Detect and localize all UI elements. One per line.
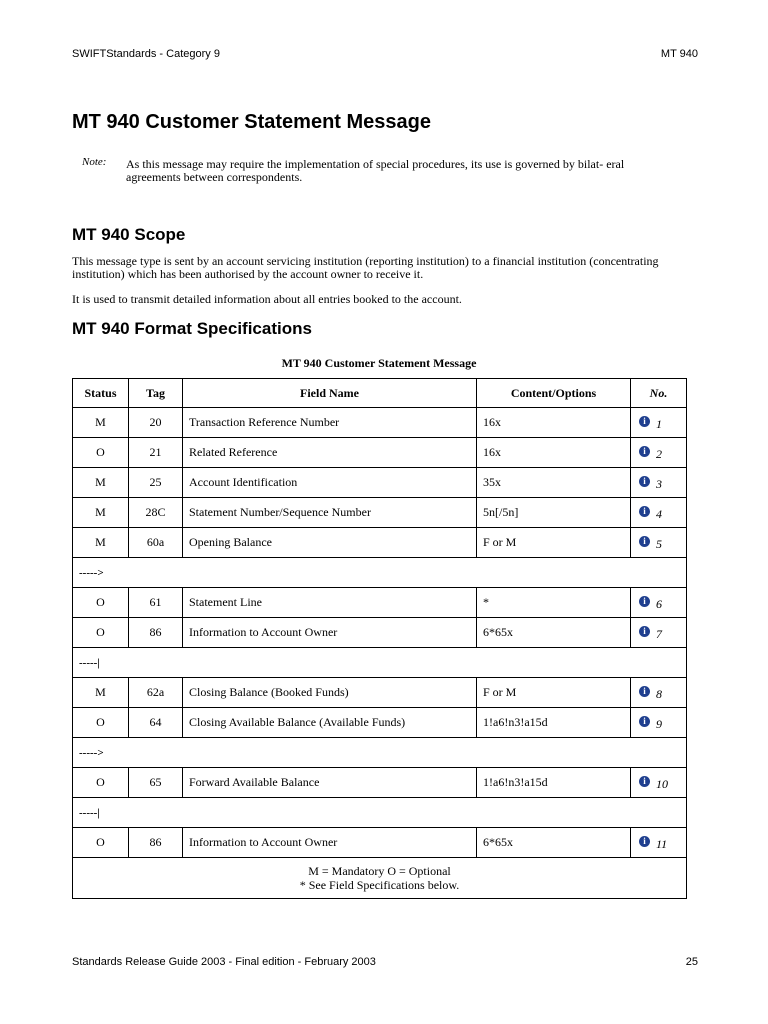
running-footer-left: Standards Release Guide 2003 - Final edition - February 2003 <box>72 956 376 968</box>
info-icon[interactable]: i <box>639 536 650 547</box>
repetition-marker-row <box>73 798 687 828</box>
column-header-no-label: No. <box>649 385 668 400</box>
info-icon[interactable]: i <box>639 476 650 487</box>
content-options-cell: * <box>477 588 631 618</box>
column-header-field-name: Field Name <box>183 379 477 408</box>
field-name-cell: Statement Line <box>183 588 477 618</box>
field-number: 7 <box>656 626 662 641</box>
running-header-left: SWIFTStandards - Category 9 <box>72 48 220 60</box>
status-cell: O <box>73 708 129 738</box>
info-icon[interactable]: i <box>639 716 650 727</box>
no-cell <box>631 828 687 858</box>
field-name-cell: Related Reference <box>183 438 477 468</box>
field-name-cell: Closing Available Balance (Available Funds) <box>183 708 477 738</box>
scope-paragraph-1: This message type is sent by an account servicing institution (reporting institution) to a financial institution (concentrating institution) which has been authorised by the account owner to receive it. <box>72 254 659 281</box>
field-number: 2 <box>656 446 662 461</box>
no-cell <box>631 408 687 438</box>
status-cell: M <box>73 498 129 528</box>
field-name-cell: Information to Account Owner <box>183 618 477 648</box>
info-icon[interactable]: i <box>639 626 650 637</box>
format-heading: MT 940 Format Specifications <box>72 319 312 338</box>
table-row <box>73 438 687 468</box>
tag-cell: 86 <box>129 828 183 858</box>
field-number: 10 <box>656 776 668 791</box>
no-cell <box>631 678 687 708</box>
info-icon[interactable]: i <box>639 776 650 787</box>
legend-status-key: M = Mandatory O = Optional <box>308 864 451 878</box>
status-cell: M <box>73 408 129 438</box>
tag-cell: 61 <box>129 588 183 618</box>
field-name-cell: Closing Balance (Booked Funds) <box>183 678 477 708</box>
content-options-cell: F or M <box>477 528 631 558</box>
tag-cell: 62a <box>129 678 183 708</box>
content-options-cell: F or M <box>477 678 631 708</box>
content-options-cell: 35x <box>477 468 631 498</box>
no-cell <box>631 438 687 468</box>
content-options-cell: 6*65x <box>477 618 631 648</box>
tag-cell: 21 <box>129 438 183 468</box>
tag-cell: 20 <box>129 408 183 438</box>
scope-heading: MT 940 Scope <box>72 225 186 244</box>
table-header-row <box>73 379 687 408</box>
column-header-no <box>631 379 687 408</box>
content-options-cell: 16x <box>477 408 631 438</box>
field-name-cell: Information to Account Owner <box>183 828 477 858</box>
status-cell: O <box>73 438 129 468</box>
table-row <box>73 468 687 498</box>
no-cell <box>631 768 687 798</box>
table-row <box>73 828 687 858</box>
table-row <box>73 528 687 558</box>
repetition-marker: -----| <box>73 798 687 828</box>
status-cell: M <box>73 468 129 498</box>
repetition-marker: -----| <box>73 648 687 678</box>
note-text: As this message may require the implementation of special procedures, its use is governed by bilat- eral agreements between correspondents. <box>126 157 625 184</box>
table-row <box>73 408 687 438</box>
content-options-cell: 1!a6!n3!a15d <box>477 768 631 798</box>
tag-cell: 28C <box>129 498 183 528</box>
tag-cell: 86 <box>129 618 183 648</box>
note-label: Note: <box>82 156 107 168</box>
no-cell <box>631 618 687 648</box>
column-header-tag: Tag <box>129 379 183 408</box>
status-cell: O <box>73 828 129 858</box>
field-number: 4 <box>656 506 662 521</box>
table-row <box>73 618 687 648</box>
no-cell <box>631 528 687 558</box>
field-number: 9 <box>656 716 662 731</box>
table-body <box>73 408 687 858</box>
field-name-cell: Transaction Reference Number <box>183 408 477 438</box>
table-row <box>73 588 687 618</box>
field-name-cell: Account Identification <box>183 468 477 498</box>
repetition-marker: -----> <box>73 558 687 588</box>
content-options-cell: 5n[/5n] <box>477 498 631 528</box>
tag-cell: 25 <box>129 468 183 498</box>
field-name-cell: Forward Available Balance <box>183 768 477 798</box>
format-spec-table <box>72 378 687 899</box>
repetition-marker-row <box>73 558 687 588</box>
no-cell <box>631 468 687 498</box>
field-number: 11 <box>656 836 668 851</box>
field-number: 1 <box>656 416 662 431</box>
legend-field-note: * See Field Specifications below. <box>299 878 460 892</box>
no-cell <box>631 498 687 528</box>
tag-cell: 65 <box>129 768 183 798</box>
field-number: 6 <box>656 596 662 611</box>
content-options-cell: 1!a6!n3!a15d <box>477 708 631 738</box>
table-legend <box>73 858 687 899</box>
status-cell: O <box>73 768 129 798</box>
running-header-right: MT 940 <box>660 48 698 60</box>
info-icon[interactable]: i <box>639 596 650 607</box>
page-number: 25 <box>685 956 698 968</box>
status-cell: O <box>73 618 129 648</box>
content-options-cell: 6*65x <box>477 828 631 858</box>
column-header-status: Status <box>73 379 129 408</box>
info-icon[interactable]: i <box>639 446 650 457</box>
status-cell: O <box>73 588 129 618</box>
content-options-cell: 16x <box>477 438 631 468</box>
info-icon[interactable]: i <box>639 506 650 517</box>
info-icon[interactable]: i <box>639 416 650 427</box>
status-cell: M <box>73 678 129 708</box>
table-row <box>73 498 687 528</box>
field-number: 3 <box>656 476 662 491</box>
field-name-cell: Opening Balance <box>183 528 477 558</box>
no-cell <box>631 588 687 618</box>
field-number: 5 <box>656 536 662 551</box>
no-cell <box>631 708 687 738</box>
repetition-marker: -----> <box>73 738 687 768</box>
field-number: 8 <box>656 686 662 701</box>
repetition-marker-row <box>73 648 687 678</box>
status-cell: M <box>73 528 129 558</box>
table-row <box>73 708 687 738</box>
table-row <box>73 768 687 798</box>
column-header-content-options: Content/Options <box>477 379 631 408</box>
tag-cell: 64 <box>129 708 183 738</box>
tag-cell: 60a <box>129 528 183 558</box>
table-legend-row <box>73 858 687 899</box>
info-icon[interactable]: i <box>639 836 650 847</box>
field-name-cell: Statement Number/Sequence Number <box>183 498 477 528</box>
table-row <box>73 678 687 708</box>
info-icon[interactable]: i <box>639 686 650 697</box>
scope-paragraph-2: It is used to transmit detailed information about all entries booked to the account. <box>72 292 462 306</box>
table-caption: MT 940 Customer Statement Message <box>281 356 477 370</box>
repetition-marker-row <box>73 738 687 768</box>
page-title: MT 940 Customer Statement Message <box>72 111 432 133</box>
